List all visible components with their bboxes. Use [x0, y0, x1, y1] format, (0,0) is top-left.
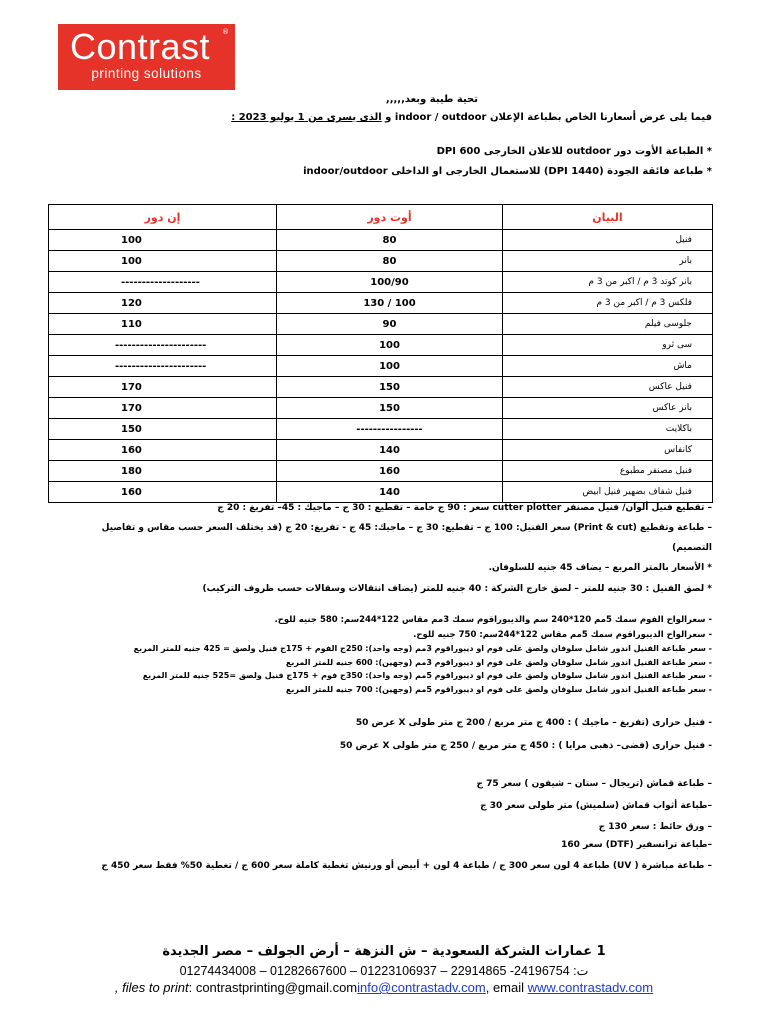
row-item: كانفاس — [503, 440, 713, 461]
table-row — [49, 335, 713, 356]
row-outdoor-price: 150 — [277, 398, 503, 419]
fabric-printing: – طباعة قماش (تريجال – ستان – شيفون ) سعر 75 ج — [476, 779, 712, 789]
thermal-vinyl-cut: - فنيل حرارى (تفريغ – ماجيك ) : 400 ج متر مربع / 200 ج متر طولى X عرض 50 — [355, 718, 712, 728]
row-item: بانر كوتد 3 م / اكبر من 3 م — [503, 272, 713, 293]
row-item: باكلايت — [503, 419, 713, 440]
footer-contact — [0, 980, 768, 995]
footer-phones: ت: 24196754- 22914865 – 01223106937 – 01282667600 – 01274434008 — [179, 964, 589, 978]
table-row — [49, 272, 713, 293]
row-indoor-price: 150 — [49, 419, 277, 440]
greeting: تحية طيبة وبعد,,,,, — [385, 94, 478, 105]
row-outdoor-price: 80 — [277, 230, 503, 251]
row-item: سى ثرو — [503, 335, 713, 356]
row-indoor-price: 100 — [49, 230, 277, 251]
row-indoor-price: ------------------- — [49, 272, 277, 293]
row-outdoor-price: 90 — [277, 314, 503, 335]
table-header-row — [49, 205, 713, 230]
intro-paragraph — [231, 112, 712, 123]
row-outdoor-price: 80 — [277, 251, 503, 272]
table-row — [49, 482, 713, 503]
table-row — [49, 419, 713, 440]
row-indoor-price: 160 — [49, 482, 277, 503]
fabric-garments: –طباعة أثواب قماش (سلميش) متر طولى سعر 30 ج — [480, 801, 712, 811]
bullet-outdoor: * الطباعة الأوت دور outdoor للاعلان الخارجى 600 DPI — [436, 146, 712, 157]
row-item: فنيل — [503, 230, 713, 251]
row-indoor-price: 120 — [49, 293, 277, 314]
intro-text: فيما يلى عرض أسعارنا الخاص بطباعة الإعلان indoor / outdoor و — [381, 112, 712, 123]
logo-tagline: printing solutions — [91, 66, 202, 81]
uv-printing: – طباعة مباشرة ( UV) طباعة 4 لون سعر 300 ج / طباعة 4 لون + أبيض أو ورنيش تغطية كاملة سعر 600 ج / تغطية 50% فقط سعر 450 ج — [101, 861, 712, 871]
table-row — [49, 251, 713, 272]
logo-name: Contrast — [70, 26, 211, 67]
note-vinyl-mounting: * لصق الفنيل : 30 جنيه للمتر – لصق خارج الشركة : 40 جنيه للمتر (يضاف انتقالات وسقالات حسب ظروف التركيب) — [202, 584, 712, 594]
row-item: فنيل شفاف بضهير فنيل ابيض — [503, 482, 713, 503]
footer-email-label: , email — [485, 980, 528, 995]
table-row — [49, 440, 713, 461]
row-indoor-price: 180 — [49, 461, 277, 482]
footer-address: 1 عمارات الشركة السعودية – ش النزهة – أرض الجولف – مصر الجديدة — [162, 944, 606, 959]
row-outdoor-price: 140 — [277, 482, 503, 503]
table-row — [49, 461, 713, 482]
table-row — [49, 314, 713, 335]
wallpaper: – ورق حائط : سعر 130 ج — [598, 822, 712, 832]
row-indoor-price: 170 — [49, 377, 277, 398]
note-cutter-plotter: – تقطيع فنيل ألوان/ فنيل مصنفر cutter plotter سعر : 90 ج خامة – تقطيع : 30 ج – ماجيك : 45– تفريغ : 20 ج — [217, 503, 712, 513]
intro-effective-date: الذى يسرى من 1 يوليو 2023 : — [231, 112, 382, 123]
price-table — [48, 204, 713, 503]
row-item: جلوسى فيلم — [503, 314, 713, 335]
row-indoor-price: 110 — [49, 314, 277, 335]
footer-website-link[interactable]: www.contrastadv.com — [527, 980, 654, 995]
row-item: بانر عاكس — [503, 398, 713, 419]
row-outdoor-price: 150 — [277, 377, 503, 398]
row-item: فلكس 3 م / اكبر من 3 م — [503, 293, 713, 314]
table-row — [49, 230, 713, 251]
row-outdoor-price: 100/90 — [277, 272, 503, 293]
header-indoor: إن دور — [49, 205, 277, 230]
board-price-dibond: - سعرالواح الديبوراقوم سمك 5مم مقاس 122*244سم: 750 جنيه للوح. — [413, 630, 712, 640]
row-item: بانر — [503, 251, 713, 272]
board-print-5mm-single: - سعر طباعة الفنيل اندور شامل سلوفان ولصق على فوم او ديبوراقوم 5مم (وجه واحد): 350ج فوم + 175ج فنيل ولصق =525 جنيه للمتر المربع — [142, 671, 712, 680]
note-sqm-prices: * الأسعار بالمتر المربع – يضاف 45 جنيه للسلوفان. — [488, 563, 712, 573]
header-item: البيان — [503, 205, 713, 230]
row-outdoor-price: 100 — [277, 356, 503, 377]
header-outdoor: أوت دور — [277, 205, 503, 230]
row-indoor-price: ---------------------- — [49, 356, 277, 377]
row-outdoor-price: ---------------- — [277, 419, 503, 440]
bullet-quality: * طباعة فائقة الجودة (1440 DPI) للاستعمال الخارجى او الداخلى indoor/outdoor — [303, 166, 712, 177]
board-print-3mm-single: - سعر طباعة الفنيل اندور شامل سلوفان ولصق على فوم او ديبوراقوم 3مم (وجه واحد): 250ج الفوم + 175ج فنيل ولصق = 425 جنيه للمتر المربع — [133, 644, 712, 653]
note-print-cut: – طباعة وتقطيع (Print & cut) سعر الفنيل: 100 ج – تقطيع: 30 ج – ماجيك: 45 ج - تفريغ: 20 ج (قد يختلف السعر حسب مقاس و تفاصيل — [101, 523, 712, 533]
row-indoor-price: 160 — [49, 440, 277, 461]
footer-files-label: , files to print — [114, 980, 189, 995]
note-print-cut-continued: التصميم) — [672, 543, 712, 553]
table-row — [49, 356, 713, 377]
footer-files-email: : contrastprinting@gmail.com — [188, 980, 358, 995]
row-item: فنيل مصنفر مطبوع — [503, 461, 713, 482]
row-indoor-price: 170 — [49, 398, 277, 419]
logo-registered-mark: ® — [222, 28, 229, 36]
row-indoor-price: ---------------------- — [49, 335, 277, 356]
transfer-dtf: –طباعة ترانسفير (DTF) سعر 160 — [561, 840, 712, 850]
row-item: ماش — [503, 356, 713, 377]
row-indoor-price: 100 — [49, 251, 277, 272]
row-outdoor-price: 100 / 130 — [277, 293, 503, 314]
thermal-vinyl-metallic: - فنيل حرارى (فضى– ذهبى مرايا ) : 450 ج متر مربع / 250 ج متر طولى X عرض 50 — [339, 741, 712, 751]
board-print-3mm-double: - سعر طباعة الفنيل اندور شامل سلوفان ولصق على فوم او ديبوراقوم 3مم (وجهين): 600 جنيه للمتر المربع — [285, 658, 712, 667]
company-logo — [58, 24, 235, 90]
board-price-foam: - سعرالواح الفوم سمك 5مم 120*240 سم والديبوراقوم سمك 3مم مقاس 122*244سم: 580 جنيه للوح. — [274, 615, 712, 625]
row-outdoor-price: 140 — [277, 440, 503, 461]
row-item: فنيل عاكس — [503, 377, 713, 398]
table-row — [49, 398, 713, 419]
table-row — [49, 377, 713, 398]
footer-info-email-link[interactable]: info@contrastadv.com — [357, 980, 486, 995]
board-print-5mm-double: - سعر طباعة الفنيل اندور شامل سلوفان ولصق على فوم او ديبوراقوم 5مم (وجهين): 700 جنيه للمتر المربع — [285, 685, 712, 694]
table-row — [49, 293, 713, 314]
row-outdoor-price: 100 — [277, 335, 503, 356]
row-outdoor-price: 160 — [277, 461, 503, 482]
